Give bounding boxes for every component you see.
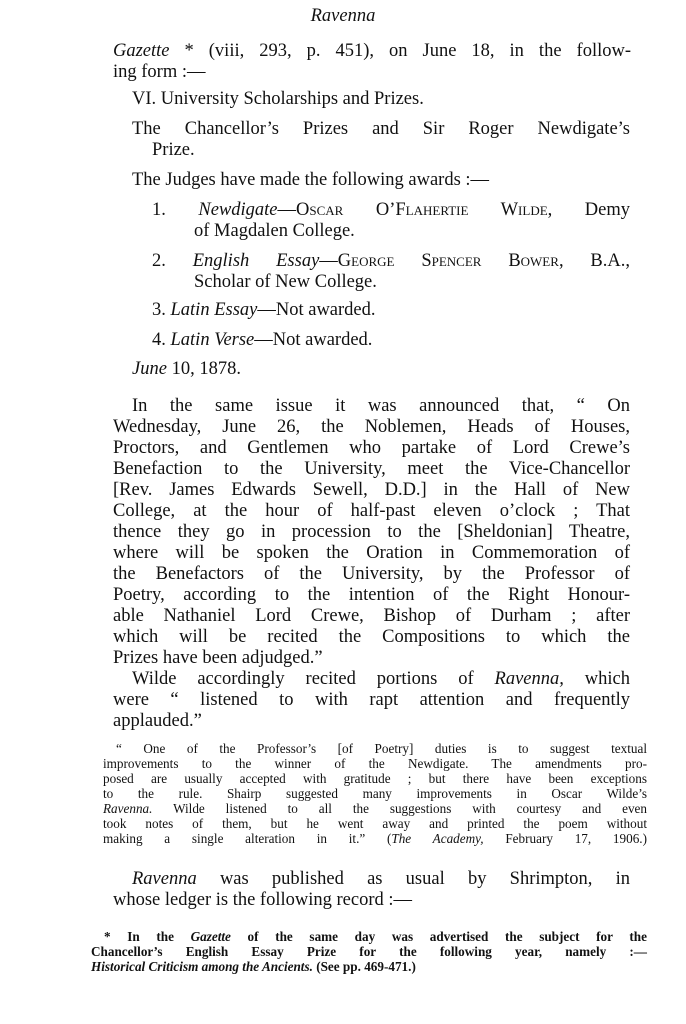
footnote-line-1-start: * In the	[104, 929, 191, 944]
footnote-gazette: Gazette	[190, 929, 231, 944]
quote-line-7-start: making a single alteration in it.” (	[103, 831, 392, 846]
intro-line-1	[113, 41, 631, 62]
award-2-detail: , B.A.,	[558, 251, 630, 271]
quote-line: posed are usually accepted with gratitude ; but there have been exceptions	[103, 771, 647, 786]
announcement-line: Proctors, and Gentlemen who partake of Lord Crewe’s	[113, 438, 630, 458]
prizes-line-1: The Chancellor’s Prizes and Sir Roger Newdigate’s	[132, 119, 630, 139]
award-1-detail: , Demy	[547, 200, 630, 220]
notice-date-rest: 10, 1878.	[166, 359, 241, 379]
quote-line: took notes of them, but he went away and printed the poem without	[103, 816, 647, 831]
quote-line: to the rule. Shairp suggested many improvements in Oscar Wilde’s	[103, 786, 647, 801]
award-1	[152, 200, 630, 221]
announcement-line: where will be spoken the Oration in Commemoration of	[113, 543, 630, 563]
announcement-line: [Rev. James Edwards Sewell, D.D.] in the Hall of New	[113, 480, 630, 500]
recital-line-3: applauded.”	[113, 711, 202, 731]
announcement-line: College, at the hour of half-past eleven o’clock ; That	[113, 501, 630, 521]
footnote-line-3	[91, 959, 416, 975]
intro-line-1-text: * (viii, 293, p. 451), on June 18, in the follow-	[169, 41, 631, 61]
award-3	[152, 300, 376, 321]
announcement-line: In the same issue it was announced that, “ On	[132, 396, 630, 416]
publication-ravenna: Ravenna	[132, 869, 197, 889]
quote-line: “ One of the Professor’s [of Poetry] duties is to suggest textual	[116, 741, 647, 756]
award-3-prize: Latin Essay	[170, 300, 258, 320]
award-4-result: Not awarded.	[272, 330, 373, 350]
award-1-dash: —	[277, 200, 297, 220]
intro-gazette: Gazette	[113, 41, 170, 61]
announcement-line: thence they go in procession to the [Sheldonian] Theatre,	[113, 522, 630, 542]
footnote-line-1	[104, 929, 647, 945]
recital-line-1-start: Wilde accordingly recited portions of	[132, 669, 495, 689]
award-3-number: 3.	[152, 300, 166, 320]
award-2-number: 2.	[152, 251, 166, 271]
award-2-continued: Scholar of New College.	[194, 272, 377, 292]
quote-ravenna: Ravenna.	[103, 801, 153, 816]
footnote-line-3-end: (See pp. 469-471.)	[312, 959, 416, 974]
intro-line-2: ing form :—	[113, 62, 206, 82]
award-2-prize: English Essay	[192, 251, 320, 271]
publication-line-1-text: was published as usual by Shrimpton, in	[196, 869, 630, 889]
quote-source: The Academy,	[391, 831, 484, 846]
quote-line	[103, 831, 647, 847]
announcement-last-line: Prizes have been adjudged.”	[113, 648, 323, 668]
award-3-dash: —	[257, 300, 276, 320]
award-4-dash: —	[254, 330, 273, 350]
announcement-line: the Benefactors of the University, by the Professor of	[113, 564, 630, 584]
quote-line-7-end: February 17, 1906.)	[483, 831, 647, 846]
recital-ravenna: Ravenna,	[494, 669, 564, 689]
notice-date	[132, 359, 241, 380]
quote-line	[103, 801, 647, 817]
award-3-result: Not awarded.	[275, 300, 376, 320]
section-heading: VI. University Scholarships and Prizes.	[132, 89, 424, 109]
award-4-prize: Latin Verse	[170, 330, 255, 350]
award-1-continued: of Magdalen College.	[194, 221, 355, 241]
notice-date-month: June	[132, 359, 167, 379]
running-title: Ravenna	[310, 6, 376, 26]
recital-line-2: were “ listened to with rapt attention and frequently	[113, 690, 630, 710]
award-1-prize: Newdigate	[198, 200, 278, 220]
footnote-line-1-end: of the same day was advertised the subject for the	[230, 929, 647, 944]
quote-line-5-text: Wilde listened to all the suggestions with courtesy and even	[152, 801, 647, 816]
announcement-line: Wednesday, June 26, the Noblemen, Heads of Houses,	[113, 417, 630, 437]
announcement-line: Poetry, according to the intention of the Right Honour-	[113, 585, 630, 605]
quote-line: improvements to the winner of the Newdigate. The amendments pro-	[103, 756, 647, 771]
recital-line-1-end: which	[563, 669, 630, 689]
footnote-line-2: Chancellor’s English Essay Prize for the following year, namely :—	[91, 944, 647, 959]
judges-line: The Judges have made the following awards :—	[132, 170, 490, 190]
publication-line-1	[132, 869, 630, 890]
award-1-winner: Oscar O’Flahertie Wilde	[296, 200, 548, 220]
announcement-line: which will be recited the Compositions to which the	[113, 627, 630, 647]
prizes-line-2: Prize.	[152, 140, 195, 160]
award-2-dash: —	[319, 251, 338, 271]
footnote-essay-subject: Historical Criticism among the Ancients.	[91, 959, 313, 974]
announcement-line: Benefaction to the University, meet the Vice-Chancellor	[113, 459, 630, 479]
award-1-number: 1.	[152, 200, 166, 220]
award-4-number: 4.	[152, 330, 166, 350]
recital-line-1	[132, 669, 630, 690]
publication-line-2: whose ledger is the following record :—	[113, 890, 413, 910]
award-2-winner: George Spencer Bower	[337, 251, 559, 271]
announcement-line: able Nathaniel Lord Crewe, Bishop of Durham ; after	[113, 606, 630, 626]
award-4	[152, 330, 372, 351]
award-2	[152, 251, 630, 272]
